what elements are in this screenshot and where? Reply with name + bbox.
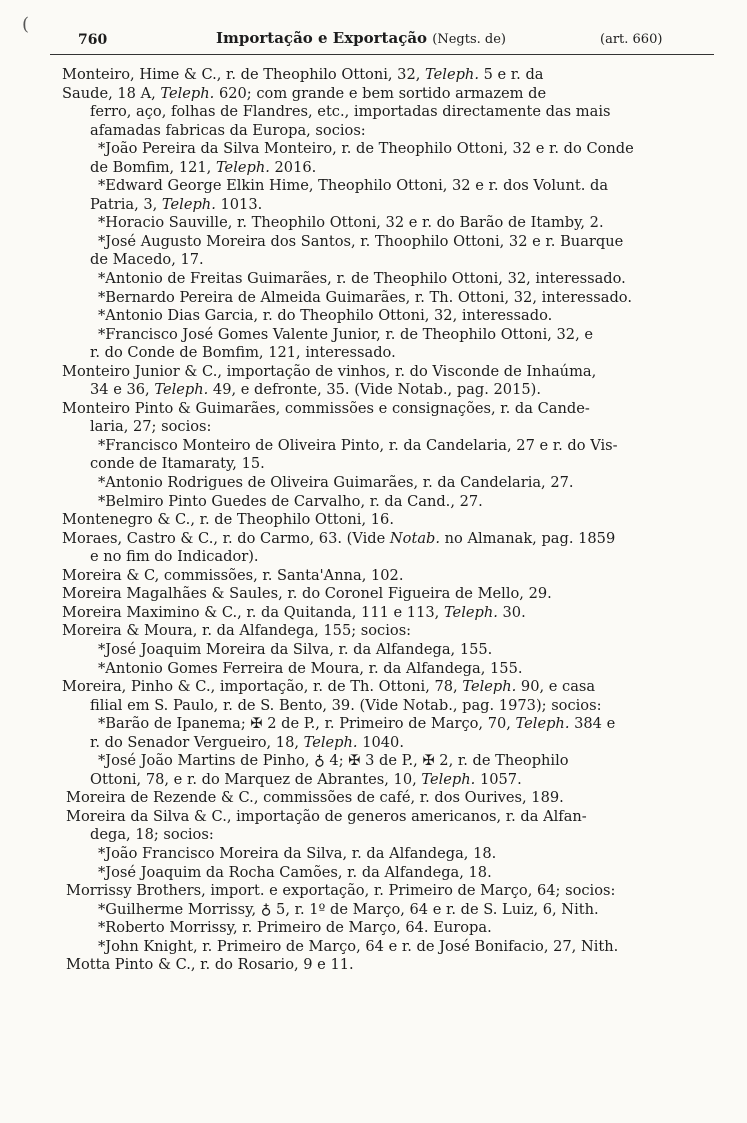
- page-number: 760: [78, 32, 108, 48]
- entry-line: [0, 66, 747, 85]
- entry-line: [0, 567, 747, 586]
- entry-text-tail: 620; com grande e bem sortido armazem de: [214, 84, 547, 102]
- entry-text: ferro, aço, folhas de Flandres, etc., importadas directamente das mais: [90, 103, 611, 121]
- entry-text: *Francisco Monteiro de Oliveira Pinto, r. da Candelaria, 27 e r. do Vis-: [98, 436, 618, 454]
- entry-line: [0, 697, 747, 716]
- entry-text: *José Augusto Moreira dos Santos, r. Thoophilo Ottoni, 32 e r. Buarque: [98, 232, 624, 250]
- entry-line: [0, 622, 747, 641]
- entry-text: *João Francisco Moreira da Silva, r. da Alfandega, 18.: [98, 844, 497, 862]
- entry-text: afamadas fabricas da Europa, socios:: [90, 121, 366, 139]
- entry-line: [0, 530, 747, 549]
- entry-line: [0, 159, 747, 178]
- entry-line: [0, 864, 747, 883]
- entry-line: [0, 808, 747, 827]
- entry-text: *Antonio Gomes Ferreira de Moura, r. da Alfandega, 155.: [98, 659, 523, 677]
- entry-line: [0, 882, 747, 901]
- entry-text-tail: 30.: [497, 603, 526, 621]
- entry-line: [0, 381, 747, 400]
- entry-line: [0, 901, 747, 920]
- entry-line: [0, 585, 747, 604]
- entry-text-tail: 384 e: [569, 715, 616, 733]
- page-header: [20, 12, 722, 48]
- entry-text: r. do Senador Vergueiro, 18,: [90, 733, 304, 751]
- entry-text-tail: 2016.: [269, 158, 317, 176]
- entry-line: [0, 604, 747, 623]
- entry-line: [0, 270, 747, 289]
- article-ref: (art. 660): [600, 32, 663, 47]
- entry-line: [0, 938, 747, 957]
- entry-text: conde de Itamaraty, 15.: [90, 455, 265, 473]
- entry-text: *Antonio de Freitas Guimarães, r. de Theophilo Ottoni, 32, interessado.: [98, 270, 626, 288]
- entry-text: Moreira, Pinho & C., importação, r. de Th. Ottoni, 78,: [62, 678, 463, 696]
- entry-line: [0, 418, 747, 437]
- entry-text-tail: 1040.: [357, 733, 404, 751]
- entry-text: Monteiro, Hime & C., r. de Theophilo Ottoni, 32,: [62, 66, 426, 83]
- entry-text: Montenegro & C., r. de Theophilo Ottoni, 16.: [62, 511, 394, 529]
- entry-list: [0, 66, 747, 975]
- entry-italic: Teleph.: [425, 66, 479, 83]
- entry-text: Moreira Maximino & C., r. da Quitanda, 111 e 113,: [62, 603, 444, 621]
- entry-italic: Teleph.: [215, 158, 270, 176]
- entry-line: [0, 493, 747, 512]
- entry-line: [0, 752, 747, 771]
- entry-line: [0, 363, 747, 382]
- entry-text: *Belmiro Pinto Guedes de Carvalho, r. da Cand., 27.: [98, 492, 483, 510]
- entry-line: [0, 660, 747, 679]
- entry-text: r. do Conde de Bomfim, 121, interessado.: [90, 344, 396, 362]
- entry-text-tail: no Almanak, pag. 1859: [440, 529, 616, 547]
- entry-line: [0, 956, 747, 975]
- entry-italic: Teleph.: [161, 195, 216, 213]
- entry-line: [0, 845, 747, 864]
- entry-text: de Bomfim, 121,: [90, 158, 216, 176]
- entry-italic: Teleph.: [515, 715, 570, 733]
- entry-italic: Teleph.: [160, 84, 215, 102]
- entry-line: [0, 307, 747, 326]
- entry-text: *Antonio Dias Garcia, r. do Theophilo Ottoni, 32, interessado.: [98, 307, 553, 325]
- entry-text: *Edward George Elkin Hime, Theophilo Ottoni, 32 e r. dos Volunt. da: [98, 177, 609, 195]
- entry-line: [0, 140, 747, 159]
- entry-text: *José Joaquim da Rocha Camões, r. da Alfandega, 18.: [98, 863, 492, 881]
- entry-text: *John Knight, r. Primeiro de Março, 64 e r. de José Bonifacio, 27, Nith.: [98, 937, 619, 955]
- entry-text-tail: 5 e r. da: [478, 66, 544, 83]
- entry-line: [0, 177, 747, 196]
- entry-text: Motta Pinto & C., r. do Rosario, 9 e 11.: [66, 956, 354, 974]
- entry-line: [0, 919, 747, 938]
- entry-italic: Notab.: [389, 529, 441, 547]
- entry-text: *Francisco José Gomes Valente Junior, r. de Theophilo Ottoni, 32, e: [98, 325, 594, 343]
- running-title-text: Importação e Exportação: [216, 29, 428, 47]
- running-title-sub: (Negts. de): [432, 32, 507, 47]
- entry-text: Moreira Magalhães & Saules, r. do Coronel Figueira de Mello, 29.: [62, 585, 552, 603]
- entry-line: [0, 122, 747, 141]
- entry-italic: Teleph.: [462, 678, 517, 696]
- entry-text: e no fim do Indicador).: [90, 548, 259, 566]
- entry-line: [0, 826, 747, 845]
- entry-line: [0, 678, 747, 697]
- entry-line: [0, 641, 747, 660]
- entry-text: filial em S. Paulo, r. de S. Bento, 39. (Vide Notab., pag. 1973); socios:: [90, 696, 602, 714]
- entry-line: [0, 344, 747, 363]
- entry-line: [0, 251, 747, 270]
- entry-text-tail: 1057.: [475, 770, 522, 788]
- entry-text: *João Pereira da Silva Monteiro, r. de Theophilo Ottoni, 32 e r. do Conde: [98, 140, 634, 158]
- entry-italic: Teleph.: [154, 381, 209, 399]
- entry-text: *Antonio Rodrigues de Oliveira Guimarães, r. da Candelaria, 27.: [98, 474, 574, 492]
- entry-text: *Bernardo Pereira de Almeida Guimarães, r. Th. Ottoni, 32, interessado.: [98, 288, 632, 306]
- entry-text-tail: 90, e casa: [516, 678, 596, 696]
- entry-line: [0, 233, 747, 252]
- entry-text: *Roberto Morrissy, r. Primeiro de Março, 64. Europa.: [98, 919, 492, 937]
- entry-line: [0, 455, 747, 474]
- entry-text: Monteiro Pinto & Guimarães, commissões e consignações, r. da Cande-: [62, 399, 590, 417]
- entry-text: Moreira de Rezende & C., commissões de café, r. dos Ourives, 189.: [66, 789, 564, 807]
- entry-text: *Horacio Sauville, r. Theophilo Ottoni, 32 e r. do Barão de Itamby, 2.: [98, 214, 604, 232]
- entry-text: Patria, 3,: [90, 195, 162, 213]
- entry-line: [0, 437, 747, 456]
- entry-line: [0, 289, 747, 308]
- entry-text: dega, 18; socios:: [90, 826, 214, 844]
- entry-text: de Macedo, 17.: [90, 251, 204, 269]
- entry-line: [0, 400, 747, 419]
- entry-line: [0, 771, 747, 790]
- entry-line: [0, 734, 747, 753]
- entry-text: Moreira da Silva & C., importação de generos americanos, r. da Alfan-: [66, 807, 587, 825]
- entry-text: Moraes, Castro & C., r. do Carmo, 63. (Vide: [62, 529, 390, 547]
- entry-text: laria, 27; socios:: [90, 418, 212, 436]
- entry-italic: Teleph.: [303, 733, 358, 751]
- running-title: [216, 29, 506, 47]
- entry-text: Ottoni, 78, e r. do Marquez de Abrantes, 10,: [90, 770, 422, 788]
- entry-text: Monteiro Junior & C., importação de vinhos, r. do Visconde de Inhaúma,: [62, 362, 597, 380]
- entry-line: [0, 548, 747, 567]
- entry-italic: Teleph.: [443, 603, 498, 621]
- entry-text: Moreira & Moura, r. da Alfandega, 155; socios:: [62, 622, 412, 640]
- entry-line: [0, 511, 747, 530]
- entry-line: [0, 85, 747, 104]
- entry-text: *José Joaquim Moreira da Silva, r. da Alfandega, 155.: [98, 640, 493, 658]
- entry-text: Saude, 18 A,: [62, 84, 161, 102]
- entry-text: *Guilherme Morrissy, ♁ 5, r. 1º de Março, 64 e r. de S. Luiz, 6, Nith.: [98, 900, 599, 918]
- entry-text: *José João Martins de Pinho, ♁ 4; ✠ 3 de P., ✠ 2, r. de Theophilo: [98, 752, 569, 770]
- entry-text: Morrissy Brothers, import. e exportação, r. Primeiro de Março, 64; socios:: [66, 882, 616, 900]
- entry-italic: Teleph.: [421, 770, 476, 788]
- entry-line: [0, 103, 747, 122]
- entry-text-tail: 49, e defronte, 35. (Vide Notab., pag. 2015).: [208, 381, 541, 399]
- entry-text: 34 e 36,: [90, 381, 155, 399]
- entry-text: *Barão de Ipanema; ✠ 2 de P., r. Primeiro de Março, 70,: [98, 715, 516, 733]
- entry-line: [0, 715, 747, 734]
- entry-line: [0, 474, 747, 493]
- entry-line: [0, 196, 747, 215]
- entry-text-tail: 1013.: [215, 195, 263, 213]
- entry-line: [0, 214, 747, 233]
- header-rule: [50, 54, 714, 55]
- margin-mark: (: [22, 14, 30, 35]
- entry-line: [0, 326, 747, 345]
- entry-text: Moreira & C, commissões, r. Santa'Anna, 102.: [62, 566, 404, 584]
- entry-line: [0, 789, 747, 808]
